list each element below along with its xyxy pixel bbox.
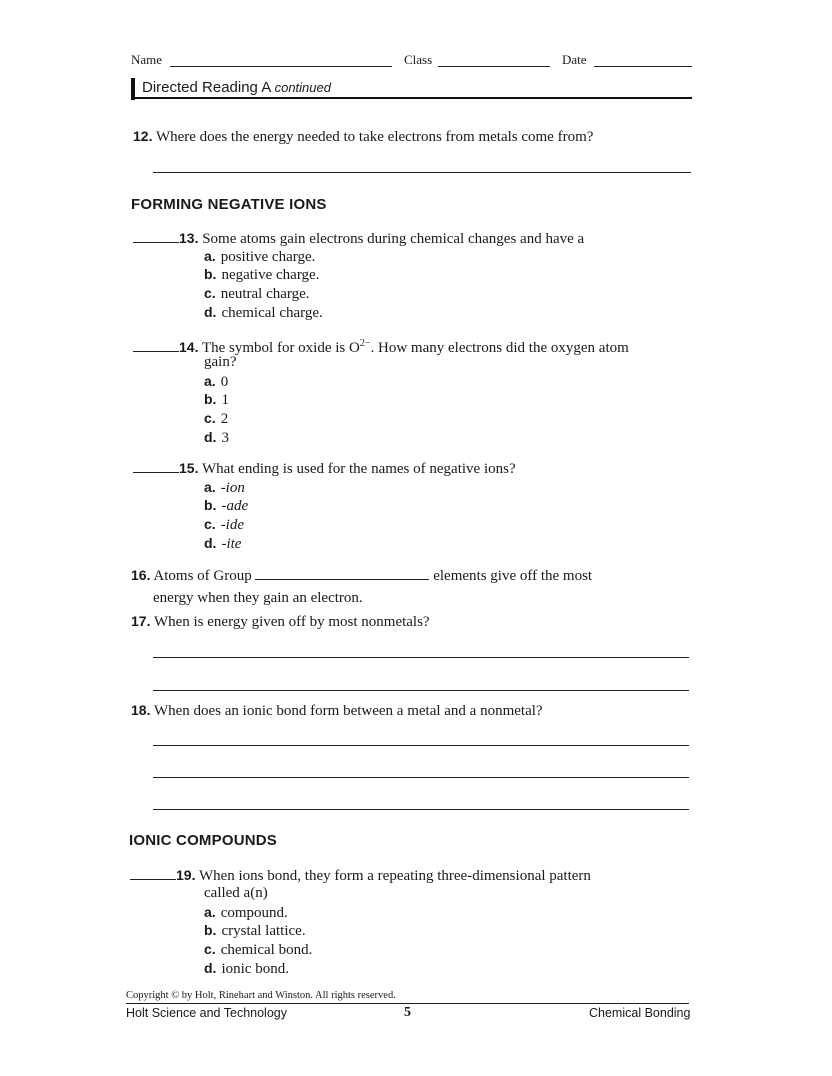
footer-book-title: Holt Science and Technology [126, 1006, 287, 1020]
question-19-line2: called a(n) [204, 885, 268, 901]
question-12: 12. Where does the energy needed to take electrons from metals come from? [133, 128, 594, 145]
question-14: 14. The symbol for oxide is $O^{2-}$. How many electrons did the oxygen atom [133, 335, 629, 357]
question-16: 16. Atoms of Group elements give off the most [131, 567, 593, 584]
answer-line-17-2[interactable] [153, 690, 689, 691]
oxide-charge: 2− [359, 338, 371, 349]
question-13: 13. Some atoms gain electrons during chemical changes and have a [133, 229, 584, 248]
footer-rule [126, 1003, 689, 1004]
title-main: Directed Reading A [142, 79, 271, 96]
name-field[interactable] [170, 66, 392, 67]
date-label: Date [562, 52, 587, 67]
footer-chapter: Chemical Bonding [589, 1006, 691, 1020]
answer-blank-14[interactable] [133, 351, 179, 352]
copyright: Copyright © by Holt, Rinehart and Winston. All rights reserved. [126, 990, 396, 1001]
option-15a: a. -ion [204, 479, 245, 496]
answer-blank-16[interactable] [255, 579, 429, 580]
option-13c: c. neutral charge. [204, 285, 310, 302]
answer-blank-15[interactable] [133, 472, 179, 473]
answer-blank-13[interactable] [133, 242, 179, 243]
answer-blank-19[interactable] [130, 879, 176, 880]
page-title [142, 79, 331, 96]
answer-line-18-2[interactable] [153, 777, 689, 778]
question-18: 18. When does an ionic bond form between a metal and a nonmetal? [131, 702, 543, 719]
section-heading-ionic-compounds: IONIC COMPOUNDS [129, 832, 278, 849]
question-15: 15. What ending is used for the names of negative ions? [133, 459, 516, 478]
option-13b: b. negative charge. [204, 266, 320, 283]
question-14-line2: gain? [204, 354, 237, 370]
option-13d: d. chemical charge. [204, 304, 323, 321]
title-suffix: continued [274, 80, 331, 95]
question-16-line2: energy when they gain an electron. [153, 590, 363, 606]
question-17: 17. When is energy given off by most nonmetals? [131, 613, 430, 630]
answer-line-18-3[interactable] [153, 809, 689, 810]
answer-line-17-1[interactable] [153, 657, 689, 658]
option-19d: d. ionic bond. [204, 960, 289, 977]
option-15c: c. -ide [204, 516, 245, 533]
answer-line-12[interactable] [153, 172, 691, 173]
option-15d: d. -ite [204, 535, 242, 552]
class-field[interactable] [438, 66, 550, 67]
question-19: 19. When ions bond, they form a repeating three-dimensional pattern [130, 866, 591, 885]
option-19c: c. chemical bond. [204, 941, 313, 958]
answer-line-18-1[interactable] [153, 745, 689, 746]
class-label: Class [404, 52, 433, 67]
name-label: Name [131, 52, 163, 67]
header-rule [131, 97, 692, 99]
option-19a: a. compound. [204, 904, 288, 921]
option-14a: a. 0 [204, 373, 229, 390]
option-14c: c. 2 [204, 410, 229, 427]
option-13a: a. positive charge. [204, 248, 316, 265]
section-heading-negative-ions: FORMING NEGATIVE IONS [131, 196, 327, 213]
date-field[interactable] [594, 66, 692, 67]
page-number: 5 [404, 1005, 411, 1020]
option-19b: b. crystal lattice. [204, 922, 306, 939]
option-14d: d. 3 [204, 429, 229, 446]
option-14b: b. 1 [204, 391, 229, 408]
option-15b: b. -ade [204, 497, 249, 514]
